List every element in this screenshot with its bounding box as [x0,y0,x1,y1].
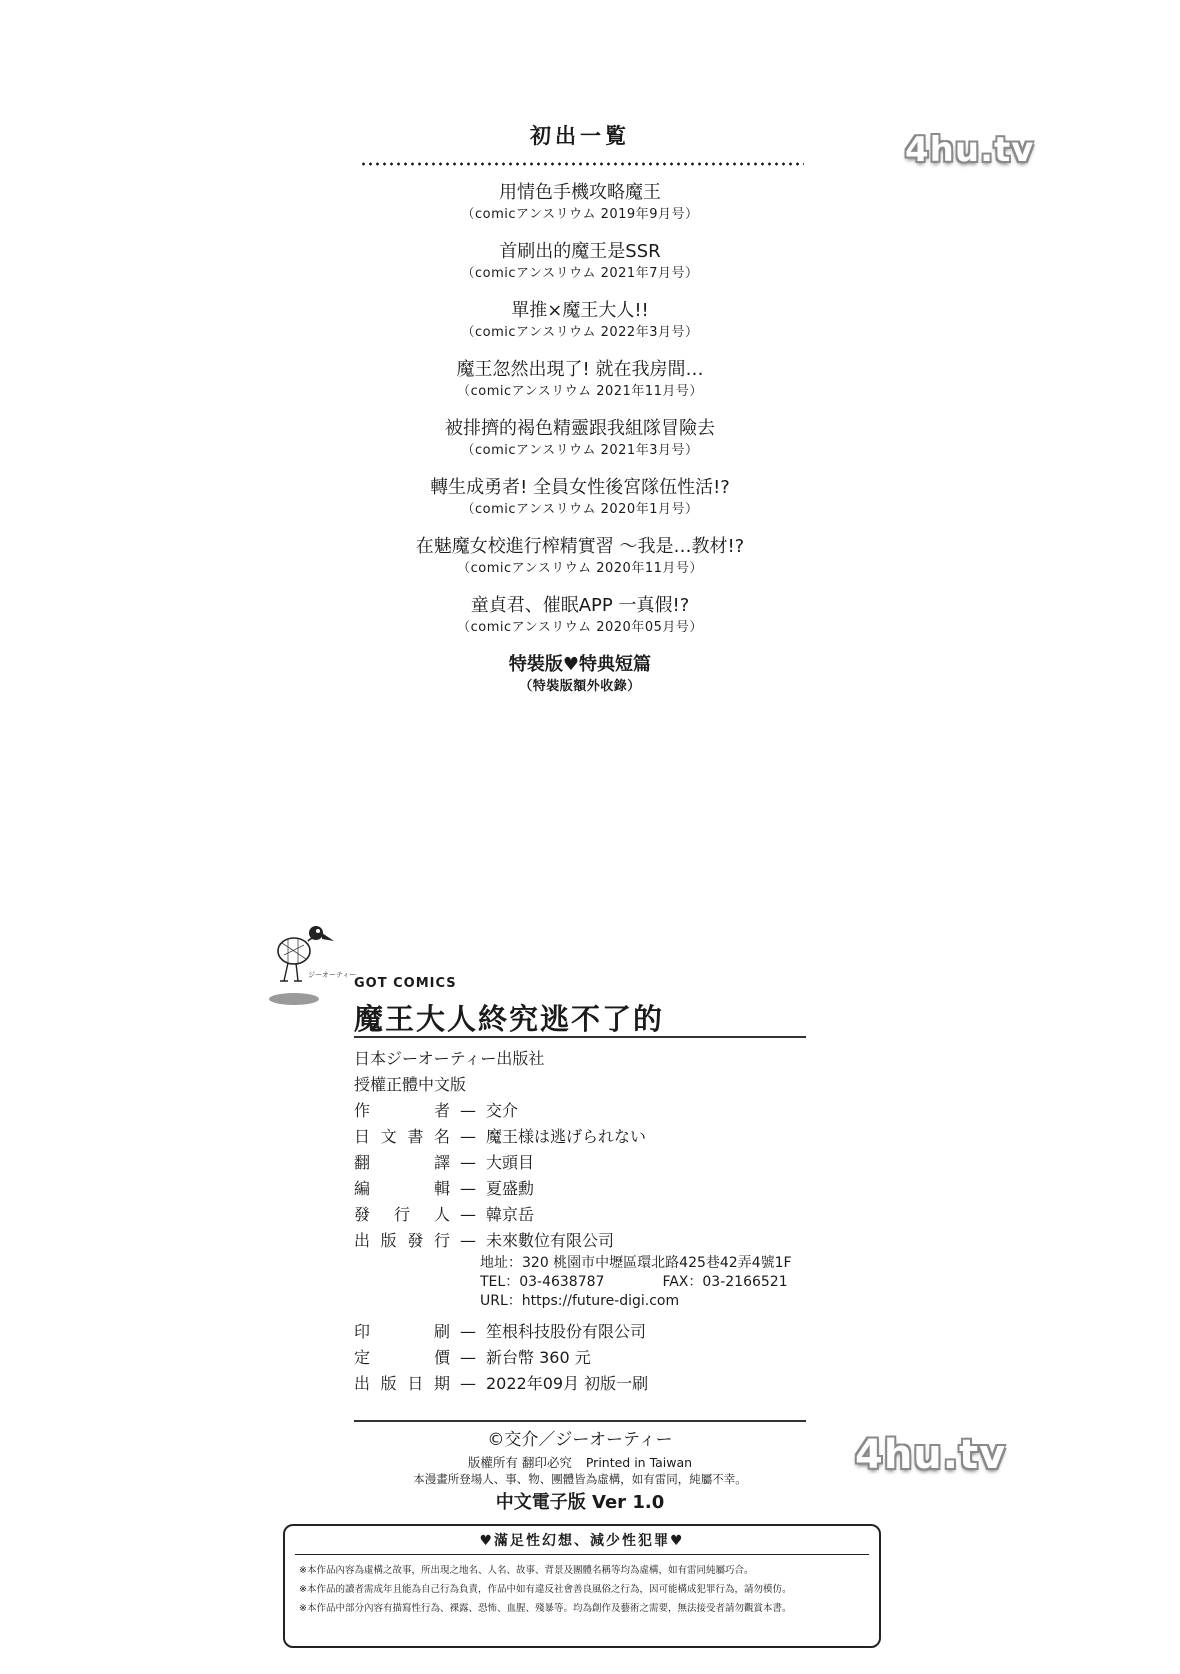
credit-dash: — [460,1179,476,1198]
notice-slogan: ♥滿足性幻想、減少性犯罪♥ [479,1533,685,1549]
logo-text: ジーオーティー [308,971,357,979]
notice-note: ※本作品中部分內容有描寫性行為、裸露、恐怖、血腥、殘暴等。均為創作及藝術之需要，無法接受者請勿觀賞本書。 [299,1603,792,1614]
list-item [360,475,800,534]
list-item [360,298,800,357]
entry-title: 童貞君、催眠APP 一真假!? [470,595,690,616]
entry-source: （comicアンスリウム 2020年11月号） [457,561,703,576]
credit-dash: — [460,1231,476,1250]
entry-title: 被排擠的褐色精靈跟我組隊冒險去 [445,418,715,439]
credit-label: 日文書名 [354,1127,450,1146]
list-item [360,534,800,593]
credit-dash: — [460,1322,476,1341]
rights-reserved: 版權所有 翻印必究 [467,1455,572,1470]
colophon-credits [354,1046,814,1397]
credit-value: 夏盛勳 [486,1179,535,1198]
list-item [360,416,800,475]
publisher-line: 日本ジーオーティー出版社 [354,1049,545,1068]
watermark-top: 4hu.tv [905,130,1035,170]
notice-notes [285,1561,879,1618]
entry-source: （comicアンスリウム 2021年3月号） [461,443,699,458]
credit-value: 笙根科技股份有限公司 [486,1322,647,1341]
copyright-line: ©交介／ジーオーティー [487,1430,673,1450]
credit-row [354,1228,814,1254]
colophon-header [354,976,664,1038]
dotted-divider [360,162,804,166]
first-appearance-title: 初出一覧 [530,124,630,148]
phone-line [480,1273,814,1292]
tel-number: TEL：03-4638787 [480,1274,605,1290]
divider [354,1036,806,1038]
notice-note: ※本作品內容為虛構之故事，所出現之地名、人名、故事、背景及團體名稱等均為虛構，如有雷同純屬巧合。 [299,1565,754,1576]
rights-line [354,1454,806,1471]
printed-in: Printed in Taiwan [585,1455,693,1470]
credit-row [354,1176,814,1202]
book-title: 魔王大人終究逃不了的 [354,1002,665,1036]
credit-label: 編輯 [354,1179,450,1198]
credit-label: 作者 [354,1101,450,1120]
entry-source: （comicアンスリウム 2022年3月号） [461,325,699,340]
credit-row [354,1319,814,1345]
credit-row [354,1150,814,1176]
credit-label: 印刷 [354,1322,450,1341]
credit-row [354,1202,814,1228]
publisher-contact [354,1254,814,1311]
entry-source: （comicアンスリウム 2020年05月号） [457,620,703,635]
credit-value: 魔王様は逃げられない [486,1127,647,1146]
entry-title: 魔王忽然出現了! 就在我房間… [456,359,704,380]
credit-dash: — [460,1374,476,1393]
entry-title: 單推×魔王大人!! [511,300,649,321]
entry-title: 轉生成勇者! 全員女性後宮隊伍性活!? [430,477,730,498]
credit-row [354,1098,814,1124]
credit-value: 未來數位有限公司 [486,1231,615,1250]
credit-label: 定價 [354,1348,450,1367]
notice-divider [295,1554,869,1555]
entry-title: 首刷出的魔王是SSR [499,241,661,262]
address-line: 地址：320 桃園市中壢區環北路425巷42弄4號1F [480,1255,792,1271]
credit-dash: — [460,1127,476,1146]
notice-note: ※本作品的讀者需成年且能為自己行為負責，作品中如有違反社會善良風俗之行為，因可能構成犯罪行為，請勿模仿。 [299,1584,792,1595]
list-item [360,180,800,239]
credit-dash: — [460,1205,476,1224]
entry-source: （comicアンスリウム 2020年1月号） [461,502,699,517]
credit-row [354,1124,814,1150]
credit-dash: — [460,1348,476,1367]
credit-label: 翻譯 [354,1153,450,1172]
fiction-disclaimer: 本漫畫所登場人、事、物、團體皆為虛構，如有雷同，純屬不幸。 [413,1472,747,1486]
entry-title: 用情色手機攻略魔王 [499,182,661,203]
credit-label: 發行人 [354,1205,450,1224]
divider [354,1420,806,1422]
entry-source: （特裝版額外收錄） [519,679,641,694]
version-label: 中文電子版 Ver 1.0 [495,1492,665,1513]
list-item [360,357,800,416]
credit-label: 出版發行 [354,1231,450,1250]
credit-row [354,1371,814,1397]
credit-value: 大頭目 [486,1153,535,1172]
series-name: GOT COMICS [354,976,457,991]
notice-box [283,1524,881,1648]
first-appearance-list [360,120,800,711]
entry-source: （comicアンスリウム 2021年11月号） [457,384,703,399]
credit-value: 交介 [486,1101,519,1120]
entry-title: 特裝版♥特典短篇 [508,654,652,675]
credit-dash: — [460,1101,476,1120]
credit-value: 韓京岳 [486,1205,535,1224]
list-item [360,652,800,711]
credit-dash: — [460,1153,476,1172]
credit-row [354,1345,814,1371]
credit-label: 出版日期 [354,1374,450,1393]
entry-source: （comicアンスリウム 2021年7月号） [461,266,699,281]
list-item [360,593,800,652]
entry-source: （comicアンスリウム 2019年9月号） [461,207,699,222]
copyright-block [354,1426,806,1517]
fax-number: FAX：03-2166521 [662,1274,788,1290]
entry-list [360,180,800,711]
entry-title: 在魅魔女校進行榨精實習 ～我是…教材!? [415,536,745,557]
list-item [360,239,800,298]
url-line: URL：https://future-digi.com [480,1293,680,1309]
credit-value: 新台幣 360 元 [486,1348,591,1367]
credit-value: 2022年09月 初版一刷 [486,1374,649,1393]
got-bird-logo [258,915,357,1025]
watermark-bottom: 4hu.tv [855,1432,1007,1478]
license-line: 授權正體中文版 [354,1075,467,1094]
